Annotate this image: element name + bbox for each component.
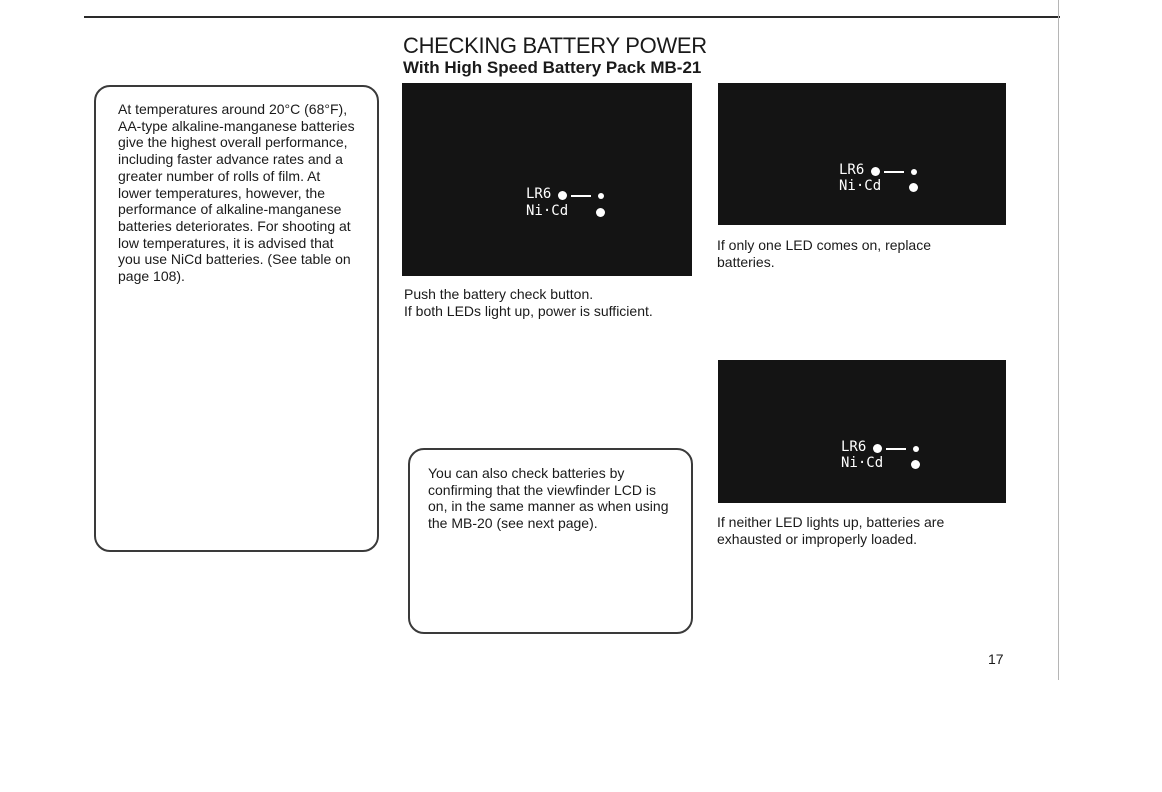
- viewfinder-note-text: You can also check batteries by confirming that the viewfinder LCD is on, in the same manner as when using the MB-20 (see next page).: [428, 465, 669, 532]
- caption-both-leds-line1: Push the battery check button.: [404, 286, 594, 302]
- nicd-led-icon: [909, 183, 918, 192]
- temperature-note-box: [94, 85, 379, 552]
- lr6-led-icon: [873, 444, 882, 453]
- viewfinder-note-box: [408, 448, 693, 634]
- led-connector: [886, 448, 906, 450]
- led-connector: [571, 195, 591, 197]
- temperature-note-text: At temperatures around 20°C (68°F), AA-type alkaline-manganese batteries give the highest overall performance, including faster advance rates and a greater number of rolls of film. At lower temperatures, however, the performance of alkaline-manganese batteries deteriorates. For shooting at low temperatures, it is advised that you use NiCd batteries. (See table on page 108).: [118, 101, 355, 285]
- lr6-indicator-dot: [911, 169, 917, 175]
- nicd-label: Ni·Cd: [526, 203, 569, 219]
- nicd-row: [839, 180, 929, 195]
- lr6-led-icon: [871, 167, 880, 176]
- page-title: CHECKING BATTERY POWER: [403, 33, 707, 58]
- lr6-label: LR6: [839, 162, 865, 178]
- lr6-label: LR6: [526, 186, 552, 202]
- battery-lcd-panel-one-on: [718, 83, 1006, 225]
- lr6-indicator-dot: [913, 446, 919, 452]
- nicd-row: [526, 205, 616, 220]
- led-connector: [884, 171, 904, 173]
- lr6-row: [839, 164, 929, 179]
- caption-both-leds: [404, 286, 704, 319]
- nicd-led-icon: [911, 460, 920, 469]
- lr6-row: [841, 441, 931, 456]
- page-edge-rule: [1058, 0, 1059, 680]
- lr6-label: LR6: [841, 439, 867, 455]
- lr6-led-icon: [558, 191, 567, 200]
- lr6-indicator-dot: [598, 193, 604, 199]
- lr6-row: [526, 188, 616, 203]
- page-subtitle: With High Speed Battery Pack MB-21: [403, 58, 702, 77]
- nicd-row: [841, 457, 931, 472]
- page-number: 17: [988, 651, 1004, 667]
- caption-one-led: If only one LED comes on, replace batteries.: [717, 237, 932, 270]
- nicd-label: Ni·Cd: [839, 178, 882, 194]
- nicd-led-icon: [596, 208, 605, 217]
- caption-no-led: If neither LED lights up, batteries are exhausted or improperly loaded.: [717, 514, 945, 547]
- caption-both-leds-line2: If both LEDs light up, power is sufficient.: [404, 302, 653, 319]
- nicd-label: Ni·Cd: [841, 455, 884, 471]
- top-divider: [84, 16, 1060, 18]
- battery-lcd-panel-both-on: [402, 83, 692, 276]
- battery-lcd-panel-none-on: [718, 360, 1006, 503]
